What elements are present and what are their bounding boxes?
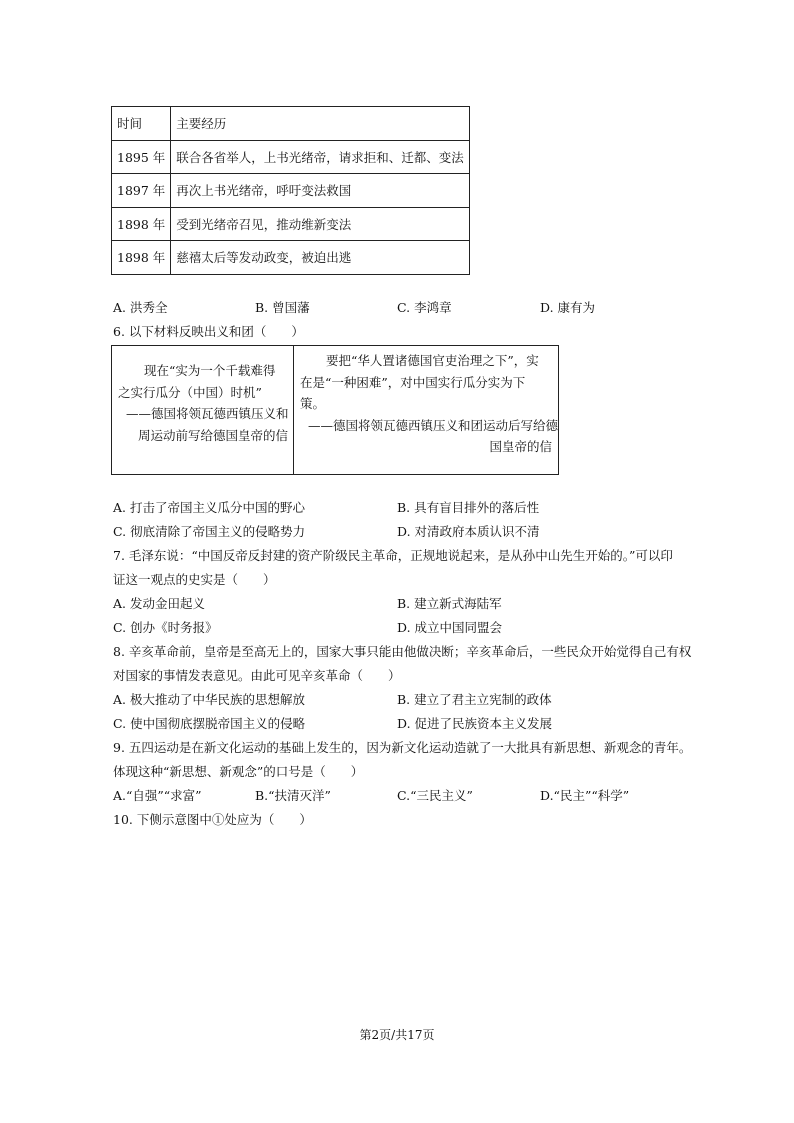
q6-right-cell — [300, 350, 559, 458]
q8-option-b: B. 建立了君主立宪制的政体 — [397, 692, 552, 707]
q9-option-b: B.“扶清灭洋” — [255, 788, 331, 803]
q6-material-table — [111, 345, 559, 475]
table-cell: 1897 年 — [112, 174, 171, 208]
page-footer: 第2页/共17页 — [359, 1028, 435, 1042]
table-cell: 受到光绪帝召见，推动维新变法 — [171, 207, 470, 241]
q8-option-a: A. 极大推动了中华民族的思想解放 — [113, 692, 305, 707]
q7-stem-line-1: 7. 毛泽东说：“中国反帝反封建的资产阶级民主革命，正规地说起来，是从孙中山先生开始的。”可以印 — [113, 548, 673, 563]
table-divider — [293, 346, 294, 474]
cell-line: 现在“实为一个千载难得 — [144, 363, 276, 378]
cell-line: 策。 — [300, 396, 326, 411]
q6-stem: 6. 以下材料反映出义和团（ ） — [113, 324, 304, 339]
table-row — [112, 207, 470, 241]
q5-option-a: A. 洪秀全 — [113, 300, 168, 315]
cell-line: 要把“华人置诸德国官吏治理之下”，实 — [326, 353, 539, 368]
q5-table — [111, 106, 470, 275]
table-row — [112, 241, 470, 275]
q5-option-c: C. 李鸿章 — [397, 300, 452, 315]
q7-option-d: D. 成立中国同盟会 — [397, 620, 503, 635]
cell-line: 周运动前写给德国皇帝的信 — [138, 427, 289, 443]
q7-option-a: A. 发动金田起义 — [113, 596, 205, 611]
q8-stem-line-1: 8. 辛亥革命前，皇帝是至高无上的，国家大事只能由他做决断；辛亥革命后，一些民众开始觉得自己有权 — [113, 644, 692, 659]
q6-option-d: D. 对清政府本质认识不清 — [397, 524, 540, 539]
cell-line: 国皇帝的信 — [489, 439, 552, 454]
q6-option-a: A. 打击了帝国主义瓜分中国的野心 — [113, 500, 305, 515]
table-cell: 联合各省举人，上书光绪帝，请求拒和、迁都、变法 — [171, 140, 470, 174]
q9-option-d: D.“民主”“科学” — [540, 788, 630, 803]
q6-option-c: C. 彻底清除了帝国主义的侵略势力 — [113, 524, 306, 539]
table-row — [112, 140, 470, 174]
cell-line: ——德国将领瓦德西镇压义和 — [126, 406, 289, 421]
q5-option-d: D. 康有为 — [540, 300, 596, 315]
table-header-row — [112, 107, 470, 141]
table-cell: 再次上书光绪帝，呼吁变法救国 — [171, 174, 470, 208]
cell-line: ——德国将领瓦德西镇压义和团运动后写给德 — [308, 417, 559, 433]
q7-option-b: B. 建立新式海陆军 — [397, 596, 502, 611]
q9-stem-line-1: 9. 五四运动是在新文化运动的基础上发生的，因为新文化运动造就了一大批具有新思想、新观念的青年。 — [113, 740, 692, 755]
q9-option-a: A.“自强”“求富” — [113, 788, 202, 803]
q6-left-cell — [118, 360, 288, 446]
table-header-cell: 主要经历 — [171, 107, 470, 141]
q7-stem-line-2: 证这一观点的史实是（ ） — [113, 572, 276, 587]
q6-option-b: B. 具有盲目排外的落后性 — [397, 500, 540, 515]
q10-stem: 10. 下侧示意图中①处应为（ ） — [113, 812, 312, 827]
cell-line: 之实行瓜分（中国）时机” — [118, 384, 262, 400]
q8-stem-line-2: 对国家的事情发表意见。由此可见辛亥革命（ ） — [113, 668, 401, 683]
q5-option-b: B. 曾国藩 — [255, 300, 310, 315]
table-cell: 1895 年 — [112, 140, 171, 174]
table-cell: 慈禧太后等发动政变，被迫出逃 — [171, 241, 470, 275]
q9-option-c: C.“三民主义” — [397, 788, 473, 803]
table-row — [112, 174, 470, 208]
table-cell: 1898 年 — [112, 241, 171, 275]
q8-option-d: D. 促进了民族资本主义发展 — [397, 716, 553, 731]
q7-option-c: C. 创办《时务报》 — [113, 620, 218, 635]
cell-line: 在是“一种困难”，对中国实行瓜分实为下 — [300, 374, 526, 390]
q9-stem-line-2: 体现这种“新思想、新观念”的口号是（ ） — [113, 764, 364, 779]
q8-option-c: C. 使中国彻底摆脱帝国主义的侵略 — [113, 716, 306, 731]
table-cell: 1898 年 — [112, 207, 171, 241]
table-header-cell: 时间 — [112, 107, 171, 141]
